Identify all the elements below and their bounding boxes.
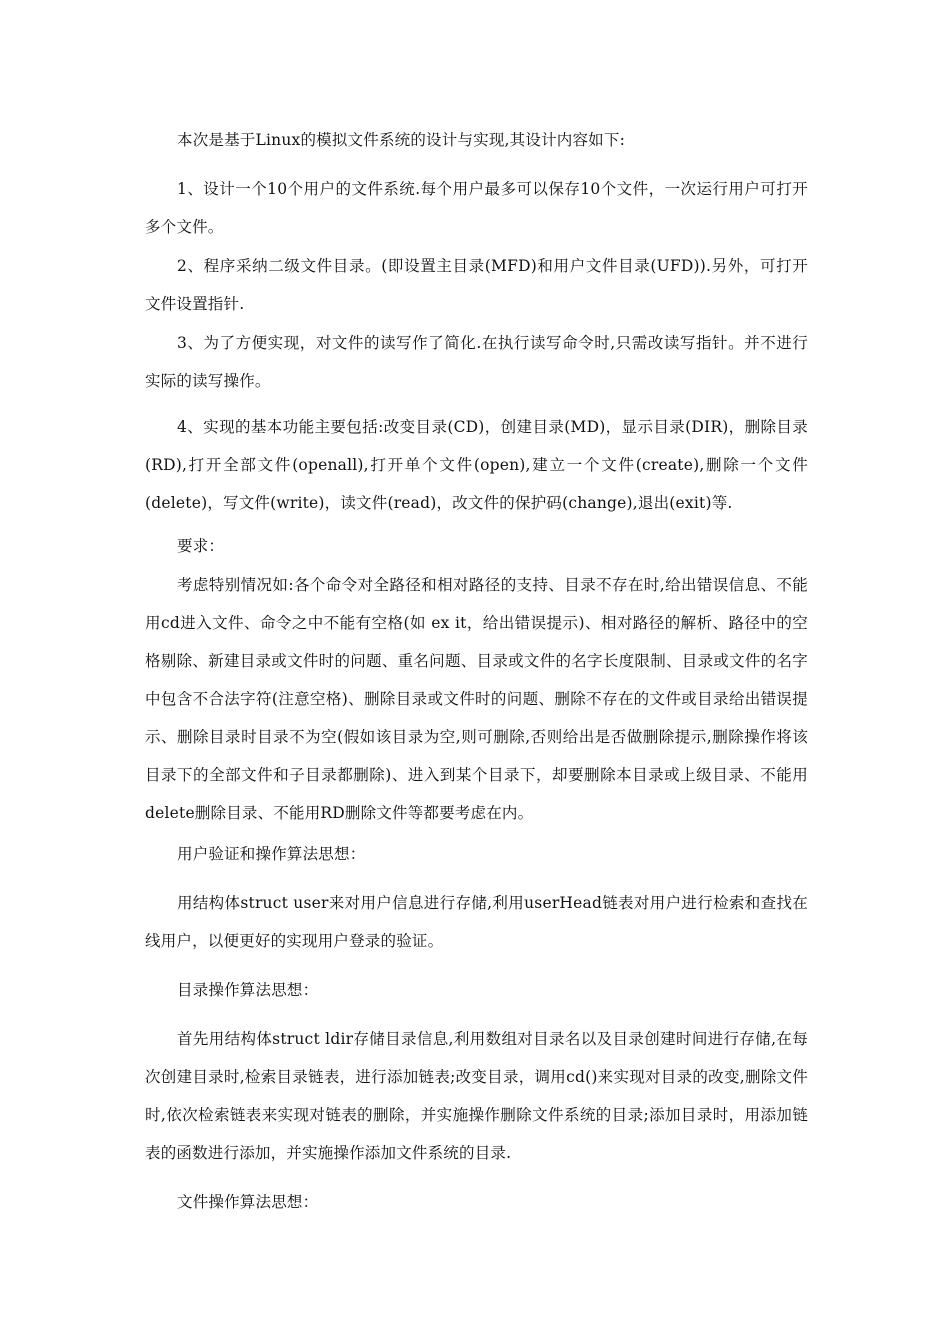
requirements-heading: 要求： (177, 537, 225, 555)
file-ops-heading: 文件操作算法思想： (177, 1193, 319, 1211)
directory-ops-paragraph: 首先用结构体struct ldir存储目录信息,利用数组对目录名以及目录创建时间进行存储,在每次创建目录时,检索目录链表，进行添加链表;改变目录，调用cd()来实现对目录的改变,删除文件时,依次检索链表来实现对链表的删除，并实施操作删除文件系统的目录;添加目录时，用添加链表的函数进行添加，并实施操作添加文件系统的目录. (145, 1030, 808, 1162)
item-4-paragraph: 4、实现的基本功能主要包括:改变目录(CD)，创建目录(MD)，显示目录(DIR)，删除目录(RD),打开全部文件(openall),打开单个文件(open),建立一个文件(create),删除一个文件(delete)，写文件(write)，读文件(read)，改文件的保护码(change),退出(exit)等. (145, 418, 808, 512)
requirements-paragraph: 考虑特别情况如:各个命令对全路径和相对路径的支持、目录不存在时,给出错误信息、不能用cd进入文件、命令之中不能有空格(如 ex it，给出错误提示)、相对路径的解析、路径中的空格剔除、新建目录或文件时的问题、重名问题、目录或文件的名字长度限制、目录或文件的名字中包含不合法字符(注意空格)、删除目录或文件时的问题、删除不存在的文件或目录给出错误提示、删除目录时目录不为空(假如该目录为空,则可删除,否则给出是否做删除提示,删除操作将该目录下的全部文件和子目录都删除)、进入到某个目录下，却要删除本目录或上级目录、不能用delete删除目录、不能用RD删除文件等都要考虑在内。 (145, 576, 808, 822)
directory-ops-heading: 目录操作算法思想： (177, 981, 319, 999)
intro-paragraph: 本次是基于Linux的模拟文件系统的设计与实现,其设计内容如下: (177, 131, 626, 149)
item-1-paragraph: 1、设计一个10个用户的文件系统.每个用户最多可以保存10个文件，一次运行用户可打开多个文件。 (145, 180, 808, 236)
item-2-paragraph: 2、程序采纳二级文件目录。(即设置主目录(MFD)和用户文件目录(UFD)).另外，可打开文件设置指针. (145, 257, 808, 313)
item-3-paragraph: 3、为了方便实现，对文件的读写作了简化.在执行读写命令时,只需改读写指针。并不进行实际的读写操作。 (145, 334, 808, 390)
user-verification-heading: 用户验证和操作算法思想： (177, 845, 366, 863)
user-verification-paragraph: 用结构体struct user来对用户信息进行存储,利用userHead链表对用户进行检索和查找在线用户，以便更好的实现用户登录的验证。 (145, 894, 808, 950)
